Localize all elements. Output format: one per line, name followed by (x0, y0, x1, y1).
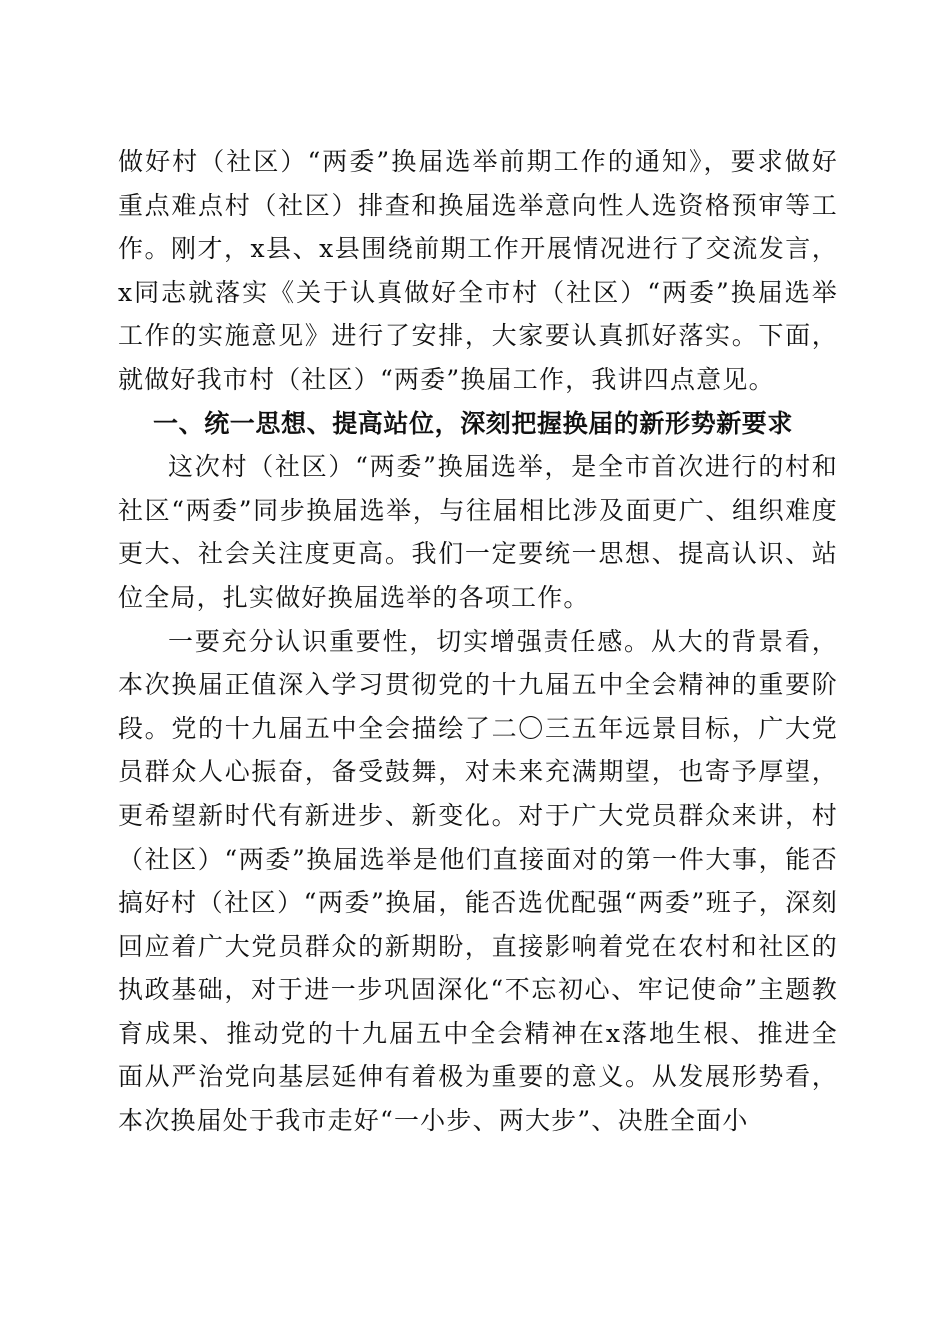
paragraph: 这次村（社区）“两委”换届选举，是全市首次进行的村和社区“两委”同步换届选举，与往届相比涉及面更广、组织难度更大、社会关注度更高。我们一定要统一思想、提高认识、站位全局，扎实做好换届选举的各项工作。 (118, 452, 838, 612)
document-body (118, 140, 838, 1143)
paragraph: 一要充分认识重要性，切实增强责任感。从大的背景看，本次换届正值深入学习贯彻党的十九届五中全会精神的重要阶段。党的十九届五中全会描绘了二〇三五年远景目标，广大党员群众人心振奋，备受鼓舞，对未来充满期望，也寄予厚望，更希望新时代有新进步、新变化。对于广大党员群众来讲，村（社区）“两委”换届选举是他们直接面对的第一件大事，能否搞好村（社区）“两委”换届，能否选优配强“两委”班子，深刻回应着广大党员群众的新期盼，直接影响着党在农村和社区的执政基础，对于进一步巩固深化“不忘初心、牢记使命”主题教育成果、推动党的十九届五中全会精神在x落地生根、推进全面从严治党向基层延伸有着极为重要的意义。从发展形势看，本次换届处于我市走好“一小步、两大步”、决胜全面小 (118, 626, 838, 1136)
paragraph-continued: 做好村（社区）“两委”换届选举前期工作的通知》，要求做好重点难点村（社区）排查和换届选举意向性人选资格预审等工作。刚才，x县、x县围绕前期工作开展情况进行了交流发言，x同志就落实《关于认真做好全市村（社区）“两委”换届选举工作的实施意见》进行了安排，大家要认真抓好落实。下面，就做好我市村（社区）“两委”换届工作，我讲四点意见。 (118, 147, 838, 394)
section-heading: 一、统一思想、提高站位，深刻把握换届的新形势新要求 (153, 408, 794, 438)
